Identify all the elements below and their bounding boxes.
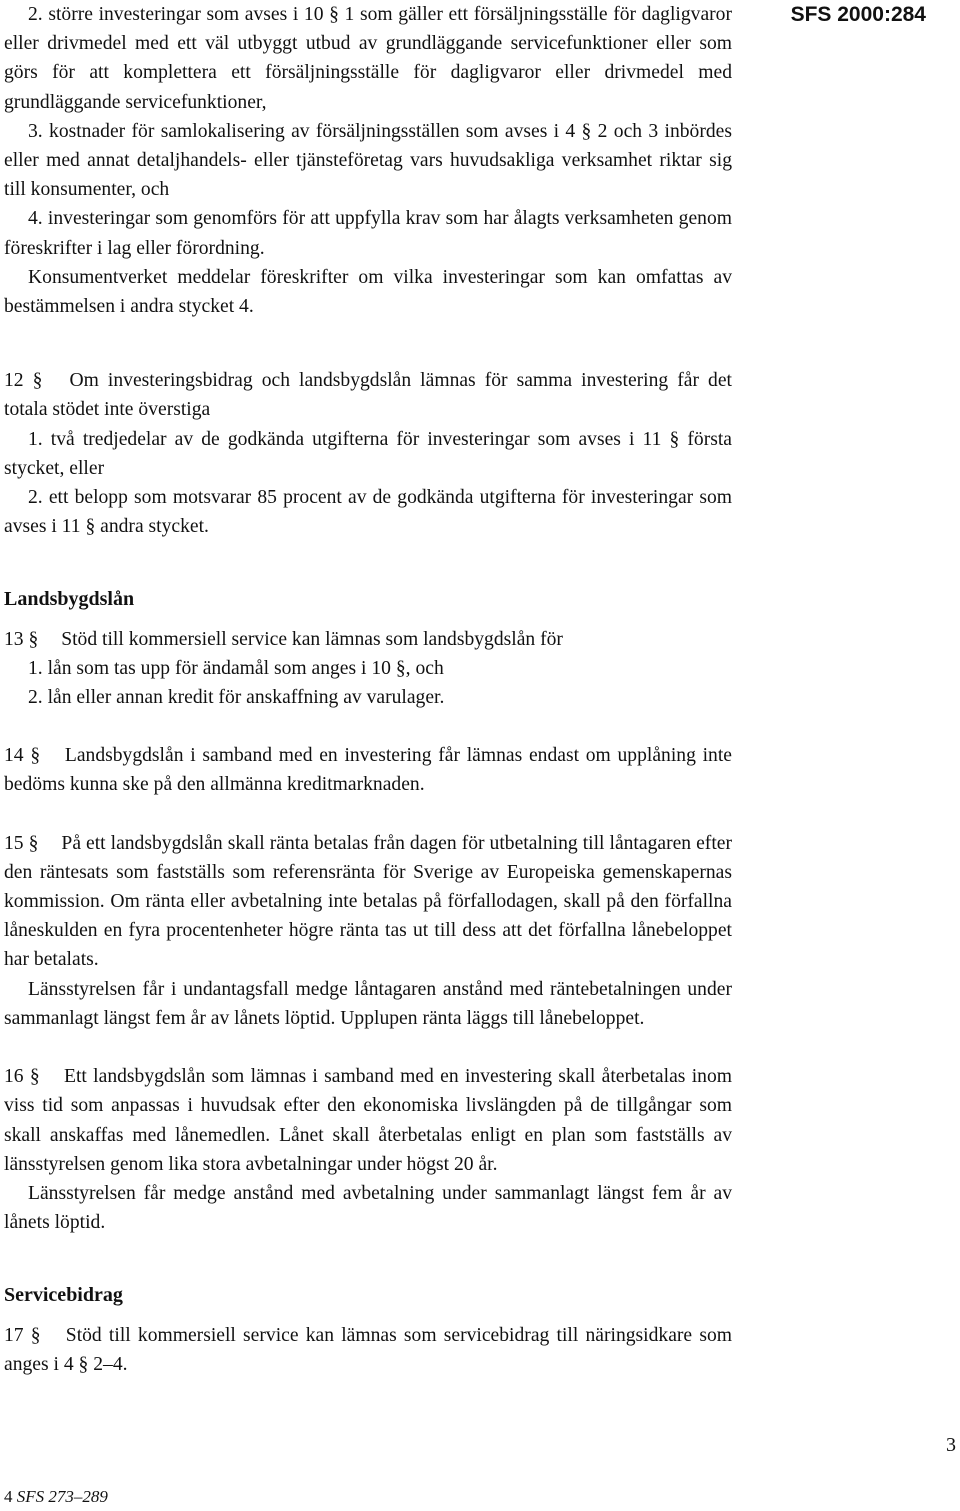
sfs-reference: SFS 2000:284 <box>790 3 926 26</box>
section-13-item-2: 2. lån eller annan kredit för anskaffning av varulager. <box>28 687 445 709</box>
section-text: Om investeringsbidrag och landsbygdslån lämnas för samma investering får det totala stödet inte överstiga <box>4 370 732 421</box>
item-4: 4. investeringar som genomförs för att uppfylla krav som har ålagts verksamheten genom föreskrifter i lag eller förordning. <box>4 208 732 259</box>
section-number: 12 § <box>4 370 43 392</box>
section-12-item-1: 1. två tredjedelar av de godkända utgifterna för investeringar som avses i 11 § första stycket, eller <box>4 428 732 479</box>
paragraph-konsumentverket: Konsumentverket meddelar föreskrifter om vilka investeringar som kan omfattas av bestämmelsen i andra stycket 4. <box>4 266 732 318</box>
section-12-item-2: 2. ett belopp som motsvarar 85 procent av de godkända utgifterna för investeringar som avses i 11 § andra stycket. <box>4 487 732 538</box>
item-3: 3. kostnader för samlokalisering av försäljningsställen som avses i 4 § 2 och 3 inbördes eller med annat detaljhandels- eller tjänsteföretag vars huvudsakliga verksamhet riktar sig till konsumenter, och <box>4 120 732 201</box>
section-16-second-paragraph: Länsstyrelsen får medge anstånd med avbetalning under sammanlagt längst fem år av lånets löptid. <box>4 1182 732 1234</box>
section-text: Stöd till kommersiell service kan lämnas som landsbygdslån för <box>61 628 563 650</box>
text-column <box>4 0 732 1379</box>
section-17 <box>4 1321 732 1379</box>
section-13 <box>4 625 732 654</box>
heading-landsbygdslan: Landsbygdslån <box>4 588 135 611</box>
section-14 <box>4 741 732 799</box>
section-text: Ett landsbygdslån som lämnas i samband med en investering skall återbetalas inom viss tid som anpassas i huvudsak efter den ekonomiska livslängden på de tillgångar som skall anskaffas med lånemedlen. Lånet skall återbetalas enligt en plan som fastställs av länsstyrelsen genom lika stora avbetalningar under högst 20 år. <box>4 1066 732 1175</box>
item-2: 2. större investeringar som avses i 10 § 1 som gäller ett försäljningsställe för dagligvaror eller drivmedel med ett väl utbyggt utbud av grundläggande servicefunktioner eller som görs för att komplettera ett försäljningsställe för dagligvaror eller drivmedel med grundläggande servicefunktioner, <box>4 4 732 113</box>
section-text: På ett landsbygdslån skall ränta betalas från dagen för utbetalning till låntagaren efter den räntesats som fastställs som referensränta för Sverige av Europeiska gemenskapernas kommission. Om ränta eller avbetalning inte betalas på förfallodagen, skall på den förfallna låneskulden en fyra procentenheter högre ränta tas ut till dess att det förfallna lånebeloppet har betalats. <box>4 832 732 971</box>
section-number: 15 § <box>4 832 39 854</box>
heading-servicebidrag: Servicebidrag <box>4 1284 123 1307</box>
section-12 <box>4 366 732 424</box>
footer <box>4 1487 108 1507</box>
footer-page-left: 4 <box>4 1487 13 1506</box>
page-number: 3 <box>946 1434 956 1456</box>
section-number: 17 § <box>4 1324 41 1346</box>
section-number: 14 § <box>4 745 41 767</box>
section-text: Landsbygdslån i samband med en investering får lämnas endast om upplåning inte bedöms kunna ske på den allmänna kreditmarknaden. <box>4 745 732 796</box>
section-15 <box>4 829 732 975</box>
section-16 <box>4 1062 732 1179</box>
section-number: 13 § <box>4 628 39 650</box>
footer-series: SFS 273–289 <box>16 1487 108 1506</box>
section-number: 16 § <box>4 1066 40 1088</box>
section-15-second-paragraph: Länsstyrelsen får i undantagsfall medge låntagaren anstånd med räntebetalningen under sammanlagt längst fem år av lånets löptid. Upplupen ränta läggs till lånebeloppet. <box>4 978 732 1029</box>
section-text: Stöd till kommersiell service kan lämnas som servicebidrag till näringsidkare som anges i 4 § 2–4. <box>4 1324 732 1375</box>
section-13-item-1: 1. lån som tas upp för ändamål som anges i 10 §, och <box>28 657 444 679</box>
